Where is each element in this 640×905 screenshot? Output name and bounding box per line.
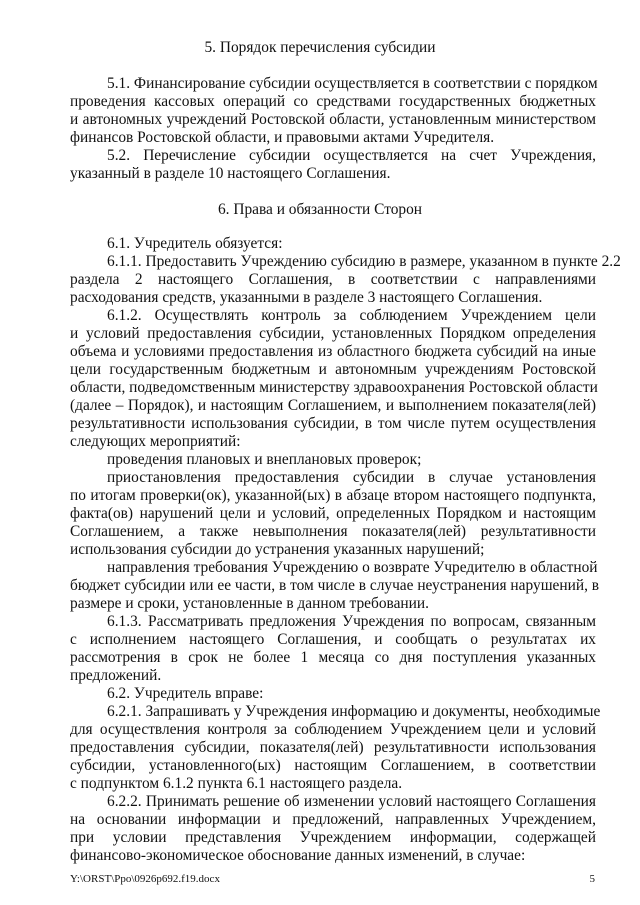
paragraph-line: на основании информации и предложений, направленных Учреждением, [70,811,596,828]
paragraph-line: по итогам проверки(ок), указанной(ых) в абзаце втором настоящего подпункта, [70,487,596,504]
paragraph-line: 6.2.2. Принимать решение об изменении условий настоящего Соглашения [107,793,596,810]
paragraph-line: с исполнением настоящего Соглашения, и сообщать о результатах их [70,631,596,648]
section-5-heading: 5. Порядок перечисления субсидии [204,39,436,56]
paragraph-line: 6.2.1. Запрашивать у Учреждения информацию и документы, необходимые [107,703,601,720]
paragraph-line: следующих мероприятий: [70,433,241,450]
paragraph-line: 6.1.3. Рассматривать предложения Учреждения по вопросам, связанным [107,613,596,630]
paragraph-line: приостановления предоставления субсидии в случае установления [107,469,596,486]
paragraph-line: финансов Ростовской области, и правовыми актами Учредителя. [70,129,495,146]
paragraph-line: проведения плановых и внеплановых проверок; [107,451,422,468]
paragraph-line: расходования средств, указанными в разделе 3 настоящего Соглашения. [70,289,543,306]
paragraph-line: финансово-экономическое обоснование данных изменений, в случае: [70,847,526,864]
paragraph-line: указанный в разделе 10 настоящего Соглашения. [70,165,391,182]
paragraph-line: 6.2. Учредитель вправе: [107,685,264,702]
paragraph-line: проведения кассовых операций со средствами государственных бюджетных [70,93,596,110]
paragraph-line: размере и сроки, установленные в данном требовании. [70,595,429,612]
paragraph-line: для осуществления контроля за соблюдением Учреждением цели и условий [70,721,596,738]
paragraph-line: 5.2. Перечисление субсидии осуществляется на счет Учреждения, [107,147,596,164]
paragraph-line: использования субсидии до устранения указанных нарушений; [70,541,485,558]
paragraph-line: 6.1.2. Осуществлять контроль за соблюдением Учреждением цели [107,307,596,324]
paragraph-line: субсидии, установленного(ых) настоящим Соглашением, в соответствии [70,757,596,774]
footer-page-number: 5 [589,873,595,885]
paragraph-line: 6.1. Учредитель обязуется: [107,235,283,252]
paragraph-line: результативности использования субсидии, в том числе путем осуществления [70,415,596,432]
paragraph-line: 6.1.1. Предоставить Учреждению субсидию в размере, указанном в пункте 2.2 [107,253,621,270]
paragraph-line: направления требования Учреждению о возврате Учредителю в областной [107,559,598,576]
footer-file-path: Y:\ORST\Ppo\0926p692.f19.docx [70,873,220,885]
paragraph-line: с подпунктом 6.1.2 пункта 6.1 настоящего раздела. [70,775,403,792]
paragraph-line: области, подведомственным министерству здравоохранения Ростовской области [70,379,598,396]
section-6-heading: 6. Права и обязанности Сторон [217,201,423,218]
paragraph-line: факта(ов) нарушений цели и условий, определенных Порядком и настоящим [70,505,596,522]
paragraph-line: при условии представления Учреждением информации, содержащей [70,829,596,846]
paragraph-line: 5.1. Финансирование субсидии осуществляется в соответствии с порядком [107,75,598,92]
paragraph-line: и автономных учреждений Ростовской области, установленным министерством [70,111,596,128]
paragraph-line: бюджет субсидии или ее части, в том числе в случае неустранения нарушений, в [70,577,600,594]
paragraph-line: предложений. [70,667,162,684]
paragraph-line: рассмотрения в срок не более 1 месяца со дня поступления указанных [70,649,596,666]
paragraph-line: и условий предоставления субсидии, установленных Порядком определения [70,325,596,342]
paragraph-line: Соглашением, а также невыполнения показателя(лей) результативности [70,523,596,540]
paragraph-line: (далее – Порядок), и настоящим Соглашением, и выполнением показателя(лей) [70,397,596,414]
paragraph-line: предоставления субсидии, показателя(лей) результативности использования [70,739,596,756]
paragraph-line: раздела 2 настоящего Соглашения, в соответствии с направлениями [70,271,596,288]
paragraph-line: цели государственным бюджетным и автономным учреждениям Ростовской [70,361,596,378]
paragraph-line: объема и условиями предоставления из областного бюджета субсидий на иные [70,343,596,360]
